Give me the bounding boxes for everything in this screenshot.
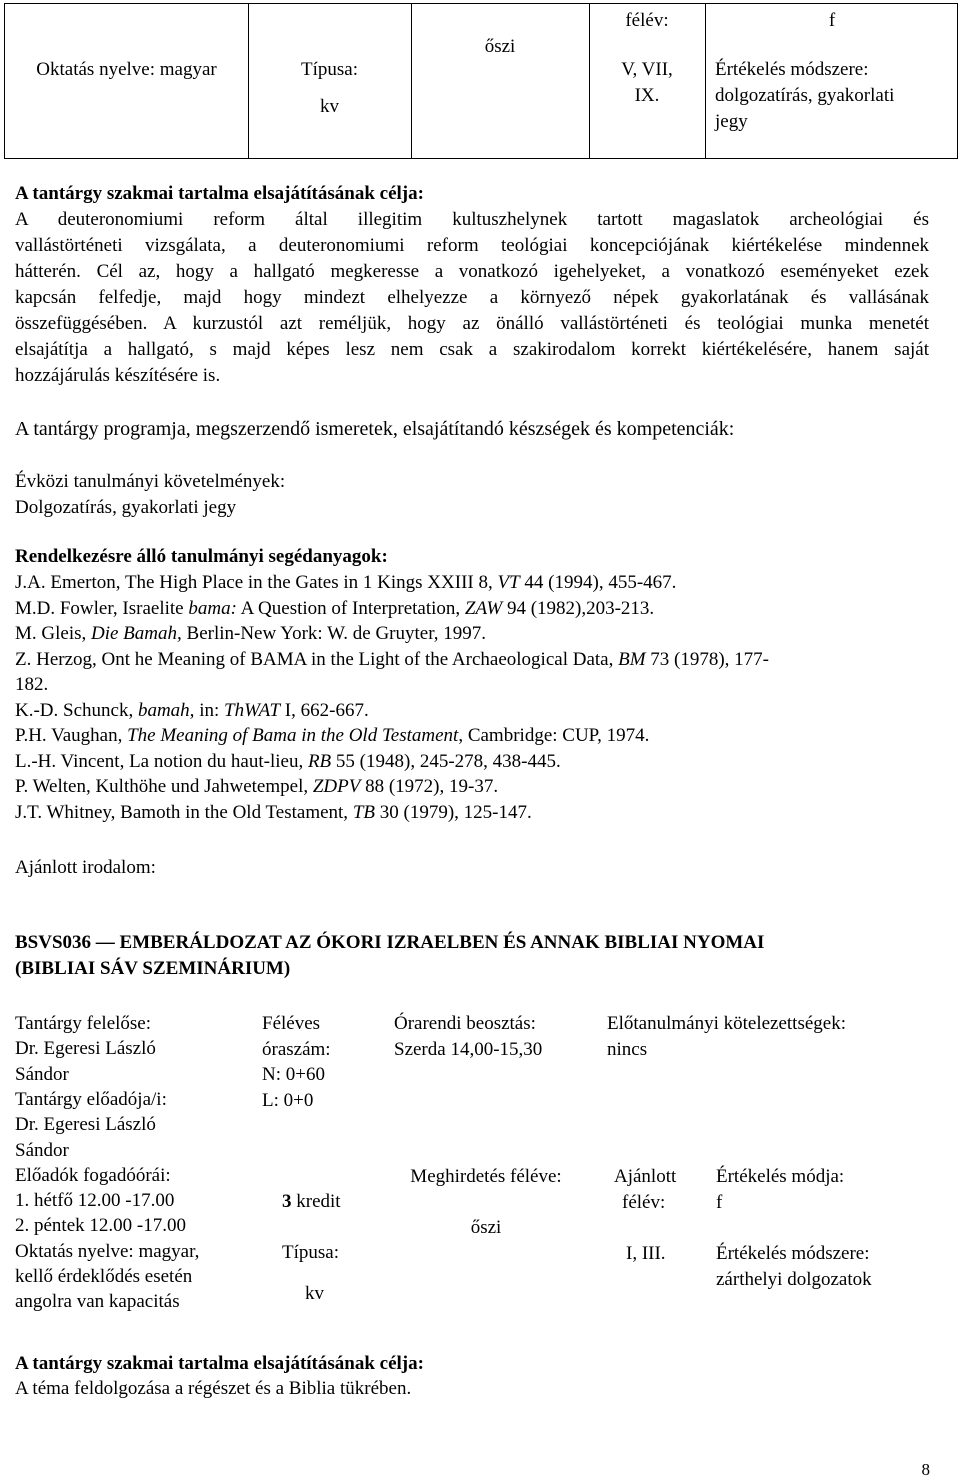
reference-item [15,621,486,647]
reference-item [15,800,532,826]
semester-label: félév: [625,10,669,31]
reference-italic: BM [618,648,646,670]
prereq-line: nincs [607,1039,648,1060]
reference-text: 30 (1979), 125-147. [375,801,532,823]
recommended-heading: Ajánlott irodalom: [15,857,156,878]
type-value: kv [320,96,339,117]
type-label: Típusa: [301,59,358,80]
reference-text: I, 662-667. [280,699,369,721]
aim-line: hozzájárulás készítésére is. [15,365,221,386]
materials-heading: Rendelkezésre álló tanulmányi segédanyagok: [15,546,388,567]
col1-line: Oktatás nyelve: magyar, [15,1240,200,1262]
recommended-semester-line: félév: [622,1191,666,1213]
semester-value-1: V, VII, [621,59,673,80]
reference-text: Z. Herzog, Ont he Meaning of BAMA in the Light of the Archaeological Data, [15,648,619,670]
recommended-semester-line: I, III. [626,1243,666,1264]
reference-text: L.-H. Vincent, La notion du haut-lieu, [15,750,308,772]
hours-line: óraszám: [262,1038,331,1060]
eval-line-2: dolgozatírás, gyakorlati [715,85,895,106]
aim-line: hátterén. Cél az, hogy a hallgató megkeresse a vonatkozó igehelyeket, a vonatkozó eseményeket ezek [15,261,929,282]
col1-line: angolra van kapacitás [15,1291,180,1313]
schedule-line: Órarendi beosztás: [394,1013,536,1034]
reference-text: A Question of Interpretation, [236,597,465,619]
reference-item [15,723,649,749]
top-info-table [4,3,958,159]
col1-line: Dr. Egeresi László [15,1114,156,1136]
reference-item [15,774,498,800]
grade-mode-line: f [716,1192,723,1213]
reference-italic: ZAW [464,597,503,619]
season-cell: őszi [484,36,516,57]
aim-line: A deuteronomiumi reform által illegitim kultuszhelynek tartott magaslatok archeológiai és [15,209,929,230]
reference-text: , Cambridge: CUP, 1974. [458,725,650,746]
reference-item [15,749,561,775]
credit-number: 3 [282,1191,292,1212]
reference-italic: The Meaning of Bama in the Old Testament [127,725,459,746]
type-line: Típusa: [282,1242,339,1263]
reference-italic: bama: [188,597,237,619]
col1-line: 2. péntek 12.00 -17.00 [15,1215,186,1237]
aim-line: elsajátítja a hallgató, s majd képes lesz nem csak a szakirodalom korrekt kiértékelésére, hanem saját [15,339,929,360]
announce-line: Meghirdetés féléve: [410,1166,562,1187]
reference-item [15,596,654,622]
reference-text: in: [194,699,224,721]
page-number: 8 [921,1460,930,1479]
aim-line: vallástörténeti vizsgálata, a deuteronomiumi reform teológiai koncepciójának kiértékelése mindennek [15,235,929,256]
col1-line: Előadók fogadóórái: [15,1164,171,1186]
reference-text: 44 (1994), 455-467. [519,572,677,593]
reference-italic: TB [352,801,375,823]
aim-heading: A tantárgy szakmai tartalma elsajátításának célja: [15,183,424,204]
reference-text: 182. [15,674,49,695]
col1-line: Tantárgy előadója/i: [15,1088,167,1110]
reference-text: K.-D. Schunck, [15,699,138,721]
prereq-line: Előtanulmányi kötelezettségek: [607,1013,847,1034]
reference-text: M. Gleis, [15,623,91,644]
reference-text: P. Welten, Kulthöhe und Jahwetempel, [15,776,313,797]
hours-line: Féléves [262,1013,321,1034]
grade-cell: f [828,10,836,31]
aim2-heading: A tantárgy szakmai tartalma elsajátításának célja: [15,1353,424,1374]
col1-line: Tantárgy felelőse: [15,1013,152,1034]
requirements-heading: Évközi tanulmányi követelmények: [15,471,286,492]
reference-text: P.H. Vaughan, [15,725,128,746]
reference-text: 94 (1982),203-213. [502,597,655,619]
reference-item [15,647,769,673]
eval-method-line: zárthelyi dolgozatok [716,1269,872,1290]
aim-line: összefüggésében. A kurzustól azt reméljük, hogy az önálló vallástörténeti és teológiai munka menetét [15,313,929,334]
reference-text: M.D. Fowler, Israelite [15,597,189,619]
col1-line: kellő érdeklődés esetén [15,1266,193,1287]
reference-italic: Die Bamah, [91,623,182,644]
col1-line: Sándor [15,1063,69,1085]
credit-line: 3 kredit [282,1191,341,1212]
eval-line-3: jegy [715,111,748,132]
aim2-text: A téma feldolgozása a régészet és a Biblia tükrében. [15,1378,412,1399]
reference-text: 88 (1972), 19-37. [360,776,499,797]
col1-line: 1. hétfő 12.00 -17.00 [15,1190,175,1212]
reference-item [15,570,676,596]
reference-text: J.T. Whitney, Bamoth in the Old Testament, [15,801,353,823]
reference-italic: ZDPV [312,776,361,797]
lang-cell: Oktatás nyelve: magyar [36,59,217,80]
reference-italic: bamah, [137,699,195,721]
reference-text: 55 (1948), 245-278, 438-445. [331,750,561,772]
reference-text: J.A. Emerton, The High Place in the Gates in 1 Kings XXIII 8, [15,572,498,593]
reference-text: Berlin-New York: W. de Gruyter, 1997. [181,623,487,644]
grade-mode-line: Értékelés módja: [716,1166,845,1187]
course-title-line-1: BSVS036 — EMBERÁLDOZAT AZ ÓKORI IZRAELBEN ÉS ANNAK BIBLIAI NYOMAI [15,932,765,953]
reference-item [15,698,369,724]
col1-line: Sándor [15,1139,69,1161]
semester-value-2: IX. [634,85,660,106]
reference-item [15,672,48,698]
recommended-semester-line: Ajánlott [614,1166,677,1187]
eval-method-line: Értékelés módszere: [716,1243,870,1264]
course-title-line-2: (BIBLIAI SÁV SZEMINÁRIUM) [15,958,291,979]
hours-line: L: 0+0 [262,1089,314,1111]
eval-line-1: Értékelés módszere: [715,59,869,80]
type-line: kv [305,1283,324,1304]
program-heading: A tantárgy programja, megszerzendő ismeretek, elsajátítandó készségek és kompetenciák: [15,418,735,440]
col1-line: Dr. Egeresi László [15,1038,156,1060]
reference-text: 73 (1978), 177- [645,648,770,670]
reference-italic: VT [497,572,520,593]
hours-line: N: 0+60 [262,1064,325,1085]
reference-italic: RB [307,750,332,772]
reference-italic: ThWAT [224,699,281,721]
schedule-line: Szerda 14,00-15,30 [394,1039,543,1060]
announce-line: őszi [470,1217,502,1238]
aim-line: kapcsán felfedje, majd hogy mindezt elhelyezze a környező népek gyakorlatának és vallásának [15,287,929,308]
requirements-text: Dolgozatírás, gyakorlati jegy [15,497,237,518]
